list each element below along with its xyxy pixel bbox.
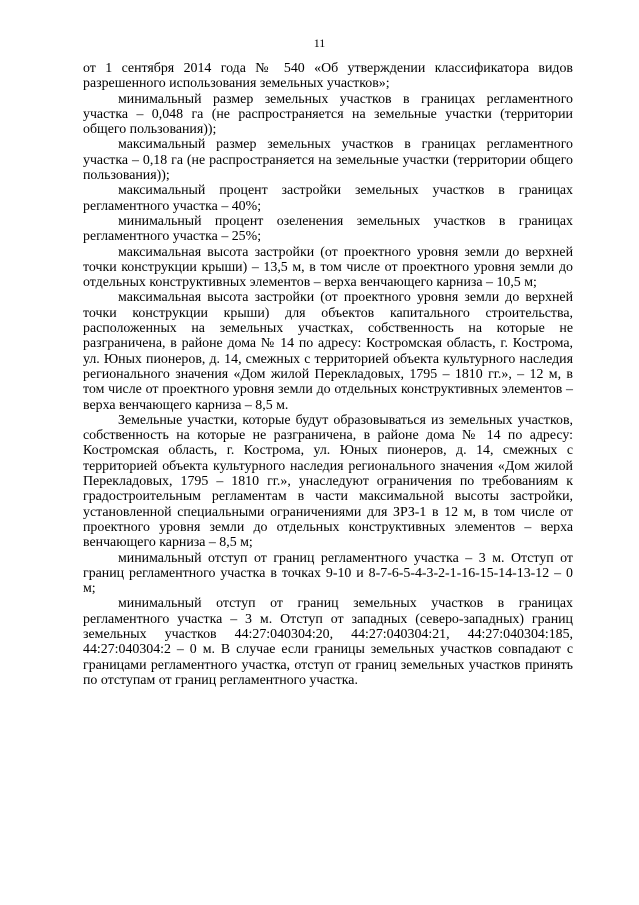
document-body	[83, 61, 573, 688]
paragraph-max-building-percent: максимальный процент застройки земельных участков в границах регламентного участка – 40%;	[83, 183, 573, 214]
paragraph-classifier-reference: от 1 сентября 2014 года № 540 «Об утверждении классификатора видов разрешенного использования земельных участков»;	[83, 61, 573, 92]
paragraph-max-height-special: максимальная высота застройки (от проектного уровня земли до верхней точки конструкции крыши) для объектов капитального строительства, расположенных на земельных участках, собственность на которые не разграничена, в районе дома № 14 по адресу: Костромская область, г. Кострома, ул. Юных пионеров, д. 14, смежных с территорией объекта культурного наследия регионального значения «Дом жилой Перекладовых, 1795 – 1810 гг.», – 12 м, в том числе от проектного уровня земли до отдельных конструктивных элементов – верха венчающего карниза – 8,5 м.	[83, 290, 573, 413]
paragraph-max-building-height: максимальная высота застройки (от проектного уровня земли до верхней точки конструкции крыши) – 13,5 м, в том числе от проектного уровня земли до отдельных конструктивных элементов – верха венчающего карниза – 10,5 м;	[83, 244, 573, 291]
paragraph-min-greening-percent: минимальный процент озеленения земельных участков в границах регламентного участка – 25%;	[83, 213, 573, 245]
paragraph-min-setback-regulation-boundary: минимальный отступ от границ регламентного участка – 3 м. Отступ от границ регламентного участка в точках 9-10 и 8-7-6-5-4-3-2-1-16-15-14-13-12 – 0 м;	[83, 550, 573, 597]
page-number: 11	[313, 36, 326, 50]
paragraph-min-setback-plot-boundary: минимальный отступ от границ земельных участков в границах регламентного участка – 3 м. Отступ от западных (северо-западных) границ земельных участков 44:27:040304:20, 44:27:040304:21, 44:27:040304:185, 44:27:040304:2 – 0 м. В случае если границы земельных участков совпадают с границами регламентного участка, отступ от границ земельных участков принять по отступам от границ регламентного участка.	[83, 596, 573, 688]
paragraph-inherited-restrictions: Земельные участки, которые будут образовываться из земельных участков, собственность на которые не разграничена, в районе дома № 14 по адресу: Костромская область, г. Кострома, ул. Юных пионеров, д. 14, смежных с территорией объекта культурного наследия регионального значения «Дом жилой Перекладовых, 1795 – 1810 гг.», унаследуют ограничения по требованиям к градостроительным регламентам в части максимальной высоты застройки, установленной специальными ограничениями для ЗРЗ-1 в 12 м, в том числе от проектного уровня земли до отдельных конструктивных элементов – верха венчающего карниза – 8,5 м;	[83, 412, 573, 551]
paragraph-min-plot-size: минимальный размер земельных участков в границах регламентного участка – 0,048 га (не распространяется на земельные участки (территории общего пользования));	[83, 91, 573, 138]
paragraph-max-plot-size: максимальный размер земельных участков в границах регламентного участка – 0,18 га (не распространяется на земельные участки (территории общего пользования));	[83, 137, 573, 184]
